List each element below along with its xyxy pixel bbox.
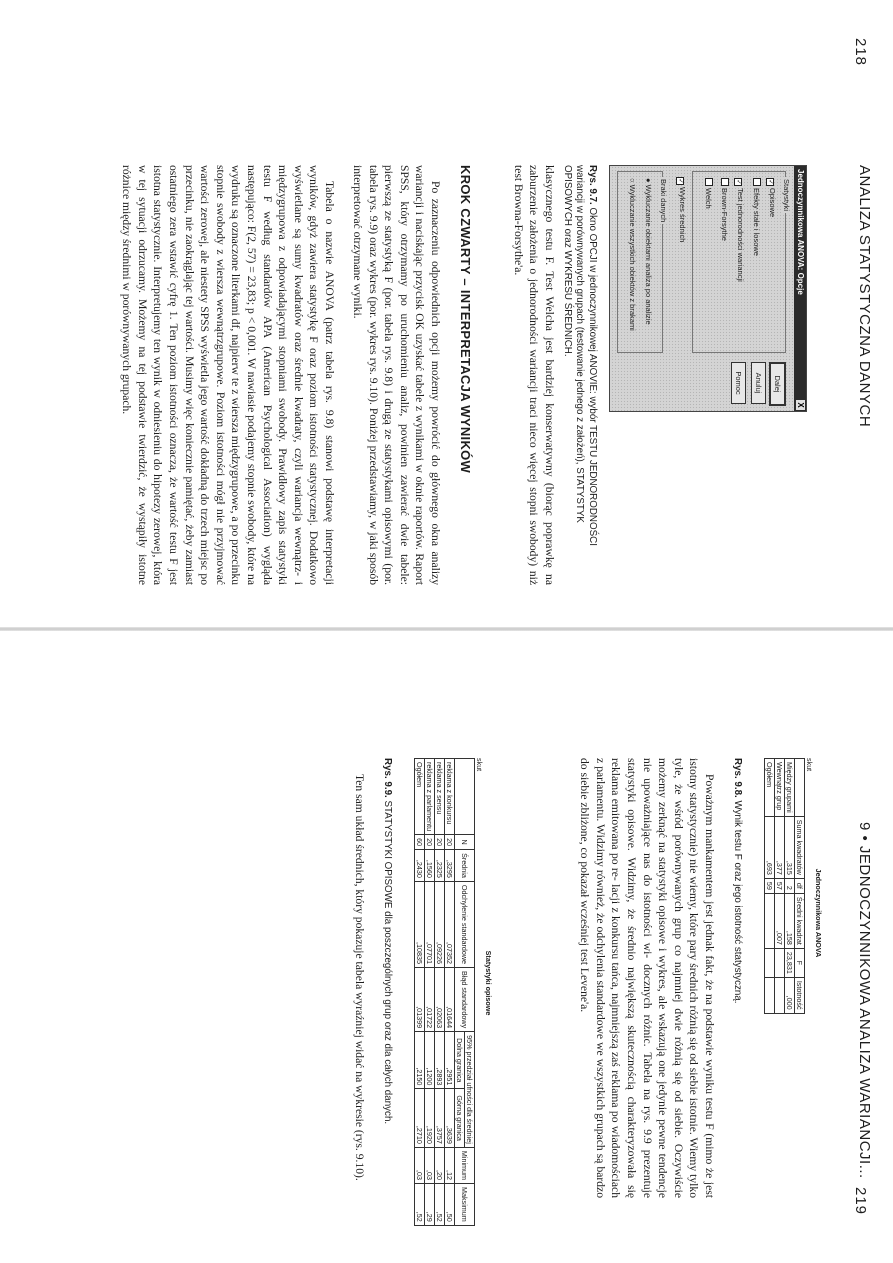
radio-label: Wykluczanie wszystkich obiektów z brakami xyxy=(628,184,637,331)
table-cell: 60 xyxy=(415,835,425,850)
figure-label: Rys. 9.8. xyxy=(732,758,743,798)
table-cell: ,2325 xyxy=(435,850,445,882)
paragraph: Tabela o nazwie ANOVA (patrz tabela rys. 9.8) stanowi podstawę interpretacji wyników, gdyż zawiera statystykę F oraz poziom istotności statystycznej. Dodatkowo wyświetlane są sumy kwadratów oraz średnie kwadraty, czyli wariancja wewnątrz- i międzygrupowa z odpowiadającymi stopniami swobody. Prawidłowy zapis statystyki testu F według standardów APA (American Psychological Association) wygląda następująco: F(2, 57) = 23,83; p < 0,001. W nawiasie podajemy stopnie swobody, które na wydruku są oznaczone literkami df, najpierw te z wiersza międzygrupowe, a po przecinku stopnie swobody z wiersza wewnątrzgrupowe. Poziom istotności mógł nie przyjmować wartości zerowej, ale niestety SPSS wyświetla jego wartość dokładną do trzech miejsc po przecinku, nie zaokrąglając tej wartości. Musimy więc koniecznie pamiętać, żeby zamiast ostatniego zera wstawić cyfrę 1. Ten poziom istotności oznacza, że wartość testu F jest istotna statystycznie. Interpretujemy ten wynik w odniesieniu do hipotezy zerowej, która w tej sytuacji odrzucamy. Możemy na tej podstawie twierdzić, że wystąpiły istotne różnice między średnimi w porównywanych grupach. xyxy=(120,165,336,585)
table-row xyxy=(445,759,455,1226)
checkbox-label: Wykres średnich xyxy=(678,187,687,243)
cancel-button[interactable]: Anuluj xyxy=(751,362,766,404)
table-row xyxy=(785,759,795,1014)
checkbox-welch[interactable] xyxy=(704,178,713,209)
column-header: Istotność xyxy=(795,977,805,1013)
table-cell: ,3639 xyxy=(445,1089,455,1148)
checkbox-label: Test jednorodności wariancji xyxy=(736,188,745,282)
table-cell: 59 xyxy=(765,878,775,893)
table-caption: Jednoczynnikowa ANOVA xyxy=(814,868,823,958)
checkbox-fixed-random[interactable] xyxy=(752,178,761,256)
table-cell: ,03 xyxy=(415,1147,425,1183)
table-cell: ,2893 xyxy=(435,1032,445,1089)
checkbox-mark xyxy=(721,178,729,186)
table-cell: reklama z parlamentu xyxy=(425,759,435,835)
table-cell: ,1200 xyxy=(425,1032,435,1089)
table-cell: ,12 xyxy=(445,1147,455,1183)
page-number: 219 xyxy=(852,1187,869,1216)
column-header: Maksimum xyxy=(455,1184,475,1226)
continue-button[interactable]: Dalej xyxy=(769,362,786,406)
checkbox-label: Brown-Forsythe xyxy=(720,188,729,241)
figure-caption-text: STATYSTYKI OPISOWE dla poszczególnych grup oraz dla całych danych. xyxy=(382,800,393,1125)
table-row xyxy=(775,759,785,1014)
table-cell: ,1560 xyxy=(425,850,435,882)
left-page xyxy=(0,0,893,626)
column-header xyxy=(455,759,475,835)
checkbox-label: Efekty stałe i losowe xyxy=(752,188,761,256)
table-cell: reklama z sensu xyxy=(435,759,445,835)
table-cell: ,20 xyxy=(435,1147,445,1183)
column-header: Średni kwadrat xyxy=(795,893,805,948)
anova-table-block xyxy=(764,758,823,1068)
radio-mark: ● xyxy=(644,178,653,183)
table-row xyxy=(415,759,425,1226)
table-cell: ,1920 xyxy=(425,1089,435,1148)
radio-exclude-listwise[interactable] xyxy=(628,178,637,331)
table-cell: 57 xyxy=(775,878,785,893)
table-caption: Statystyki opisowe xyxy=(484,950,493,1016)
statistics-group-label: Statystyki xyxy=(782,179,791,212)
close-icon[interactable]: X xyxy=(796,400,805,410)
table-variable: skut xyxy=(475,758,484,772)
descriptives-table xyxy=(414,758,475,1226)
checkbox-mark: ✓ xyxy=(767,179,773,185)
table-cell: 20 xyxy=(435,835,445,850)
missing-values-group-label: Braki danych xyxy=(659,179,668,223)
column-header: df xyxy=(795,878,805,893)
table-cell: ,01644 xyxy=(445,968,455,1032)
table-cell: reklama z konkursu xyxy=(445,759,455,835)
right-page xyxy=(0,632,893,1263)
page-gutter xyxy=(0,627,893,631)
table-row xyxy=(435,759,445,1226)
table-cell: 20 xyxy=(425,835,435,850)
table-cell: ,02063 xyxy=(435,968,445,1032)
checkbox-brown-forsythe[interactable] xyxy=(720,178,729,241)
column-header: Suma kwadratów xyxy=(795,816,805,878)
column-header: Błąd standardowy xyxy=(455,968,475,1032)
column-header: Dolna granica xyxy=(455,1032,465,1089)
table-cell: Ogółem xyxy=(415,759,425,835)
table-cell: ,07701 xyxy=(425,881,435,967)
table-cell xyxy=(775,977,785,1013)
table-cell: ,50 xyxy=(445,1184,455,1226)
paragraph: klasycznego testu F. Test Welcha jest bardziej konserwatywny (biorąc poprawkę na zaburzenie założenia o jednorodności wariancji traci nieco więcej stopni swobody) niż test Browna-Forsythe'a. xyxy=(511,165,556,585)
table-cell: ,07352 xyxy=(445,881,455,967)
table-cell xyxy=(765,893,775,948)
table-cell: ,000 xyxy=(785,977,795,1013)
table-cell: Wewnątrz grup xyxy=(775,759,785,817)
table-cell: ,52 xyxy=(435,1184,445,1226)
checkbox-mark: ✓ xyxy=(735,179,741,185)
table-header-row xyxy=(795,759,805,1014)
table-cell: 2 xyxy=(785,878,795,893)
figure-caption-9-9 xyxy=(380,758,393,1198)
table-cell: ,158 xyxy=(785,893,795,948)
table-cell: 23,831 xyxy=(785,948,795,977)
table-cell: ,2710 xyxy=(415,1089,425,1148)
table-cell: ,377 xyxy=(775,816,785,878)
page-number: 218 xyxy=(852,38,869,67)
figure-caption-9-7 xyxy=(560,165,598,585)
paragraph: Po zaznaczeniu odpowiednich opcji możemy powrócić do głównego okna analizy wariancji i naciskając przycisk OK uzyskać tabele z wynikami w oknie raportów. Raport SPSS, który otrzymamy po uruchomieniu analiz, powinien zawierać dwie tabele: pierwszą ze statystyką F (por. tabela rys. 9.8) i drugą ze statystykami opisowymi (por. tabela rys. 9.9) oraz wykres (por. wykres rys. 9.10). Poniżej przedstawiamy, w jaki sposób interpretować otrzymane wyniki. xyxy=(351,165,442,585)
running-head: 9 • JEDNOCZYNNIKOWA ANALIZA WARIANCJI... xyxy=(856,822,873,1179)
column-header: Odchylenie standardowe xyxy=(455,881,475,967)
checkbox-mark xyxy=(705,178,713,186)
table-cell: ,10835 xyxy=(415,881,425,967)
column-header: Średnia xyxy=(455,850,475,882)
table-cell: Ogółem xyxy=(765,759,775,817)
dialog-titlebar xyxy=(794,166,806,411)
column-header: N xyxy=(455,835,475,850)
table-variable: skut xyxy=(805,758,814,772)
table-cell: ,01722 xyxy=(425,968,435,1032)
figure-caption-9-8 xyxy=(730,758,743,1178)
table-header-row xyxy=(465,759,475,1226)
table-cell: ,3295 xyxy=(445,850,455,882)
anova-table xyxy=(764,758,805,1014)
table-cell: ,315 xyxy=(785,816,795,878)
column-header xyxy=(795,759,805,817)
paragraph: Ten sam układ średnich, który pokazuje tabela wyraźniej widać na wykresie (rys. 9.10). xyxy=(353,774,366,1181)
table-cell: ,2150 xyxy=(415,1032,425,1089)
column-header: Minimum xyxy=(455,1147,475,1183)
table-cell xyxy=(765,948,775,977)
checkbox-means-plot[interactable] xyxy=(676,177,687,242)
figure-caption-text: Wynik testu F oraz jego istotność statystyczną. xyxy=(732,800,743,1004)
table-row xyxy=(765,759,775,1014)
anova-options-dialog xyxy=(609,165,807,412)
checkbox-mark: ✓ xyxy=(677,178,683,184)
table-cell: ,52 xyxy=(415,1184,425,1226)
column-group-header: 95% przedział ufności dla średniej xyxy=(465,1032,475,1148)
section-heading: KROK CZWARTY – INTERPRETACJA WYNIKÓW xyxy=(458,165,473,474)
radio-exclude-analysis[interactable] xyxy=(644,178,653,325)
checkbox-label: Opisowe xyxy=(768,188,777,218)
table-cell: Między grupami xyxy=(785,759,795,817)
table-cell: ,693 xyxy=(765,816,775,878)
checkbox-label: Welch xyxy=(704,188,713,209)
column-header: Górna granica xyxy=(455,1089,465,1148)
radio-label: Wykluczanie obiektami analiza po analizie xyxy=(644,184,653,325)
table-cell: 20 xyxy=(445,835,455,850)
paragraph: Poważnym mankamentem jest jednak fakt, że na podstawie wyniku testu F (mimo że jest istotny statystycznie) nie wiemy, które pary średnich różnią się od siebie istotnie. Wiemy tylko tyle, że wśród porównywanych grup co najmniej dwie różnią się od siebie. Oczywiście możemy zerknąć na statystyki opisowe i wykres, ale wskazują one jedynie pewne tendencje nie upoważniające nas do istotności wi- docznych różnic. Tabela na rys. 9.9 prezentuje statystyki opisowe. Widzimy, że średnio największą skutecznością charakteryzowała się reklama emitowana po re- lacji z konkursu tańca, najmniejszą zaś reklama po wiadomościach z parlamentu. Widzimy również, że odchylenia standardowe we wszystkich grupach są bardzo do siebie zbliżone, co pokazał wcześniej test Levene'a. xyxy=(578,758,716,1198)
dialog-title: Jednoczynnikowa ANOVA: Opcje xyxy=(796,169,805,295)
checkbox-mark xyxy=(753,178,761,186)
table-cell xyxy=(765,977,775,1013)
descriptives-table-block xyxy=(414,758,493,1226)
radio-mark: ○ xyxy=(628,178,637,183)
table-cell: ,2430 xyxy=(415,850,425,882)
running-head: ANALIZA STATYSTYCZNA DANYCH xyxy=(856,165,873,428)
figure-label: Rys. 9.9. xyxy=(382,758,393,798)
statistics-group xyxy=(692,171,791,353)
checkbox-homogeneity[interactable] xyxy=(734,178,745,282)
table-row xyxy=(425,759,435,1226)
table-cell xyxy=(775,948,785,977)
table-cell: ,29 xyxy=(425,1184,435,1226)
table-cell: ,01399 xyxy=(415,968,425,1032)
figure-label: Rys. 9.7. xyxy=(587,165,598,205)
table-cell: ,03 xyxy=(425,1147,435,1183)
help-button[interactable]: Pomoc xyxy=(731,362,746,404)
table-cell: ,007 xyxy=(775,893,785,948)
table-cell: ,2951 xyxy=(445,1032,455,1089)
missing-values-group xyxy=(617,171,668,353)
table-cell: ,3757 xyxy=(435,1089,445,1148)
figure-caption-text: Okno OPCJI w jednoczynnikowej ANOVIE: wybór TESTU JEDNORODNOŚCI wariancji w porównywanych grupach (testowanie jednego z założeń), STATYSTYK OPISOWYCH oraz WYKRESU ŚREDNICH. xyxy=(561,165,598,546)
column-header: F xyxy=(795,948,805,977)
table-cell: ,09226 xyxy=(435,881,445,967)
checkbox-descriptives[interactable] xyxy=(766,178,777,217)
